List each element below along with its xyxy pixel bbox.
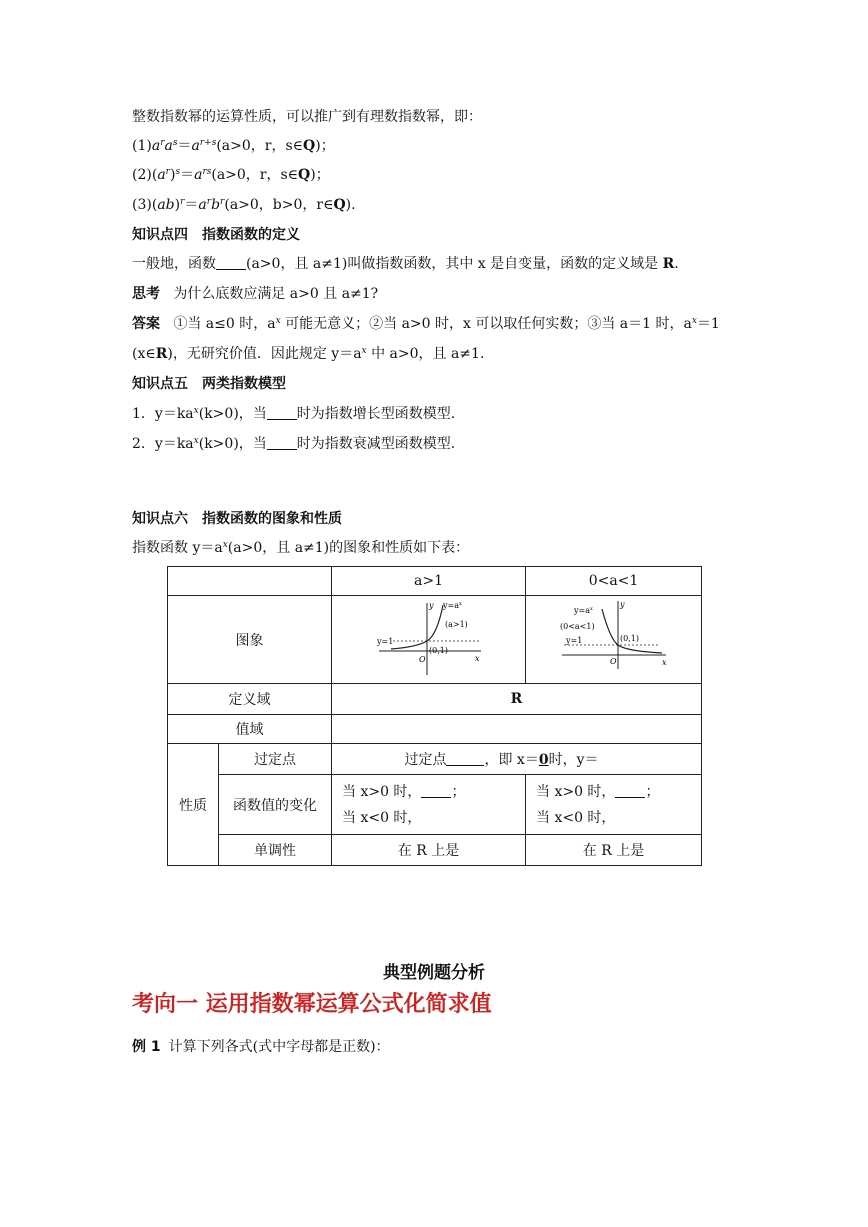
origin-label: O (609, 656, 617, 666)
exponential-properties-table (167, 566, 702, 866)
y-axis-label: y (428, 600, 434, 610)
row-domain-label: 定义域 (168, 684, 332, 715)
decreasing-curve (602, 609, 662, 653)
domain-value: R (332, 684, 702, 715)
blank-vc2-lt0[interactable] (615, 810, 645, 824)
increasing-curve (391, 605, 443, 649)
point-label: (0,1) (428, 645, 448, 655)
blank-growth[interactable] (267, 405, 297, 420)
group-properties-label: 性质 (168, 744, 219, 866)
blank-function[interactable] (216, 255, 246, 270)
section-title: 典型例题分析 (383, 963, 485, 983)
k4-heading: 知识点四 指数函数的定义 (132, 227, 300, 243)
y1-label: y=1 (376, 636, 393, 646)
condition-label: (0<a<1) (559, 621, 595, 631)
fixed-point-value: 过定点 ，即 x＝0时，y＝ (332, 744, 702, 775)
k5-item-1: 1．$y=ka^x(k>0)$，当 时为指数增长型函数模型. (132, 406, 456, 422)
property-3: $(3)(ab)^r=a^rb^r(a>0$，b>0，r∈Q). (132, 197, 356, 213)
origin-label: O (418, 654, 426, 664)
k4-answer-line1: 答案 ①当 a≤0 时，$a^x$ 可能无意义；②当 a>0 时，x 可以取任何实数；③当 a＝1 时，$a^x=1$ (132, 316, 720, 332)
monotonic-a-lt-1: 在 R 上是 (526, 835, 702, 866)
row-range-label: 值域 (168, 715, 332, 744)
blank-vc2-gt0[interactable] (615, 783, 645, 798)
row-fixed-point-label: 过定点 (219, 744, 332, 775)
k6-heading: 知识点六 指数函数的图象和性质 (132, 511, 342, 527)
point-label: (0,1) (619, 633, 639, 643)
blank-vc1-lt0[interactable] (421, 810, 451, 824)
graph-increasing (369, 599, 489, 677)
header-empty (168, 567, 332, 596)
blank-vc1-gt0[interactable] (421, 783, 451, 798)
row-monotonic-label: 单调性 (219, 835, 332, 866)
y1-label: y=1 (565, 635, 582, 645)
k4-think: 思考 为什么底数应满足 a>0 且 a≠1? (132, 286, 379, 302)
k4-definition: 一般地，函数 (a>0，且 a≠1)叫做指数函数，其中 x 是自变量，函数的定义域是 R. (132, 256, 679, 272)
y-axis-label: y (619, 599, 625, 609)
k4-answer-line2: (x∈R)，无研究价值．因此规定 $y=a^x$ 中 a>0，且 a≠1. (132, 346, 485, 362)
x-axis-label: x (474, 653, 480, 663)
graph-cell-a-lt-1 (526, 596, 702, 684)
x-axis-label: x (661, 657, 667, 667)
topic-title: 考向一 运用指数幂运算公式化简求值 (132, 992, 492, 1017)
range-value-blank[interactable] (332, 715, 702, 744)
condition-label: (a>1) (444, 619, 468, 629)
value-change-a-lt-1: 当 x>0 时， ； 当 x<0 时， (526, 775, 702, 835)
header-a-gt-1: a>1 (332, 567, 526, 596)
graph-decreasing (554, 599, 674, 677)
monotonic-a-gt-1: 在 R 上是 (332, 835, 526, 866)
blank-fixed-point[interactable] (446, 751, 484, 766)
k5-item-2: 2．$y=ka^x(k>0)$，当 时为指数衰减型函数模型. (132, 436, 456, 452)
header-a-lt-1: 0<a<1 (526, 567, 702, 596)
example-1: 例 1 计算下列各式(式中字母都是正数)： (132, 1039, 390, 1055)
curve-label: $y=a^x$ (442, 600, 462, 610)
blank-y-value[interactable] (599, 752, 629, 766)
property-1: $(1)a^ra^s=a^{r+s}(a>0$，r，s∈Q)； (132, 138, 335, 154)
property-2: $(2)(a^r)^s=a^{rs}(a>0$，r，s∈Q)； (132, 167, 330, 183)
curve-label: $y=a^x$ (573, 605, 593, 615)
value-change-a-gt-1: 当 x>0 时， ； 当 x<0 时， (332, 775, 526, 835)
row-graph-label: 图象 (168, 596, 332, 684)
intro-text: 整数指数幂的运算性质，可以推广到有理数指数幂，即： (132, 109, 482, 125)
k6-intro: 指数函数 $y=a^x(a>0$，且 a≠1)的图象和性质如下表： (132, 540, 470, 556)
blank-decay[interactable] (267, 435, 297, 450)
k5-heading: 知识点五 两类指数模型 (132, 376, 286, 392)
graph-cell-a-gt-1 (332, 596, 526, 684)
row-value-change-label: 函数值的变化 (219, 775, 332, 835)
